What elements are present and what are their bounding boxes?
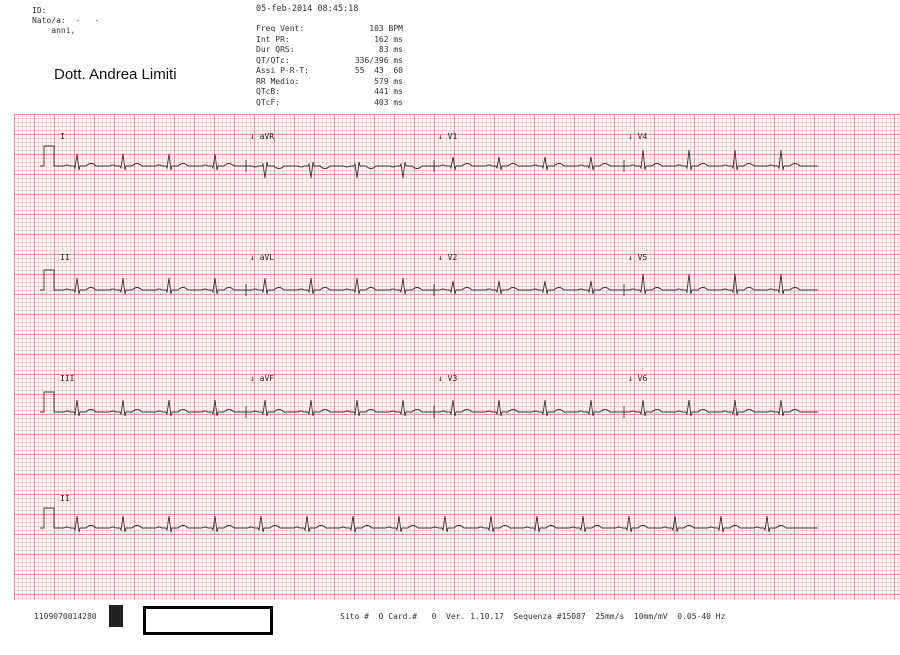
measurement-label: QT/QTc: <box>256 55 290 65</box>
lead-label: ↓ aVF <box>250 374 275 383</box>
measurement-value: 579 ms <box>374 76 403 86</box>
ecg-trace <box>246 162 434 178</box>
measurement-label: RR Medio: <box>256 76 300 86</box>
lead-label: II <box>60 494 70 503</box>
ecg-trace <box>434 400 624 416</box>
ecg-trace <box>434 157 624 170</box>
sequence: Sequenza #15087 <box>513 612 586 621</box>
measurement-value: 441 ms <box>374 87 403 96</box>
calibration-pulse <box>40 146 58 166</box>
black-marker <box>109 605 123 627</box>
version: Ver. 1.10.17 <box>446 612 504 621</box>
ecg-trace <box>246 400 434 416</box>
ecg-trace <box>58 278 246 294</box>
measurement-label: QTcF: <box>256 97 281 107</box>
measurement-label: Int PR: <box>256 34 290 44</box>
measurement-value: 336/396 ms <box>354 55 403 65</box>
lead-label: ↓ V5 <box>628 253 648 262</box>
calibration-pulse <box>40 392 58 412</box>
measurement-value: 83 ms <box>378 45 403 54</box>
measurement-value: 162 ms <box>374 34 403 44</box>
dob-label: Nato/a: <box>32 16 66 25</box>
patient-id-label: ID: <box>32 6 47 15</box>
lead-label: ↓ V1 <box>438 132 458 141</box>
dob-value: - - <box>75 16 100 25</box>
device-serial: 1109070014280 <box>34 612 97 621</box>
measurement-label: QTcB: <box>256 87 281 96</box>
ecg-trace <box>434 281 624 294</box>
calibration-pulse <box>40 508 58 528</box>
site-label: Sito # <box>340 612 369 621</box>
lead-label: ↓ aVR <box>250 132 275 141</box>
measurement-label: Freq Vent: <box>256 24 305 33</box>
lead-label: III <box>60 374 75 383</box>
filter: 0.05-40 Hz <box>677 612 726 621</box>
recording-timestamp: 05-feb-2014 08:45:18 <box>256 4 359 14</box>
lead-label: ↓ V4 <box>628 132 648 141</box>
site-value: 0 <box>378 612 384 621</box>
ecg-trace <box>58 516 818 532</box>
ecg-trace <box>246 278 434 294</box>
lead-label: ↓ aVL <box>250 253 275 262</box>
measurement-value: 55 43 60 <box>354 66 403 75</box>
ecg-trace <box>624 150 818 170</box>
doctor-name: Dott. Andrea Limiti <box>54 66 177 83</box>
lead-label: I <box>60 132 65 141</box>
paper-speed: 25mm/s <box>595 612 625 621</box>
ecg-trace <box>58 400 246 416</box>
redacted-field <box>143 606 273 635</box>
lead-label: II <box>60 253 70 262</box>
lead-label: ↓ V2 <box>438 253 458 262</box>
calibration-pulse <box>40 270 58 290</box>
ecg-trace <box>58 154 246 170</box>
measurement-value: 403 ms <box>374 97 403 107</box>
ecg-trace <box>624 400 818 416</box>
measurement-label: Dur QRS: <box>256 45 295 54</box>
age-label: anni, <box>51 26 76 35</box>
ecg-trace <box>624 274 818 294</box>
lead-label: ↓ V3 <box>438 374 458 383</box>
measurement-label: Assi P-R-T: <box>256 66 309 75</box>
measurement-value: 103 BPM <box>369 24 403 33</box>
card-value: 0 <box>431 612 437 621</box>
recording-settings <box>340 612 725 622</box>
gain: 10mm/mV <box>633 612 668 621</box>
lead-label: ↓ V6 <box>628 374 648 383</box>
card-label: Card.# <box>388 612 418 621</box>
